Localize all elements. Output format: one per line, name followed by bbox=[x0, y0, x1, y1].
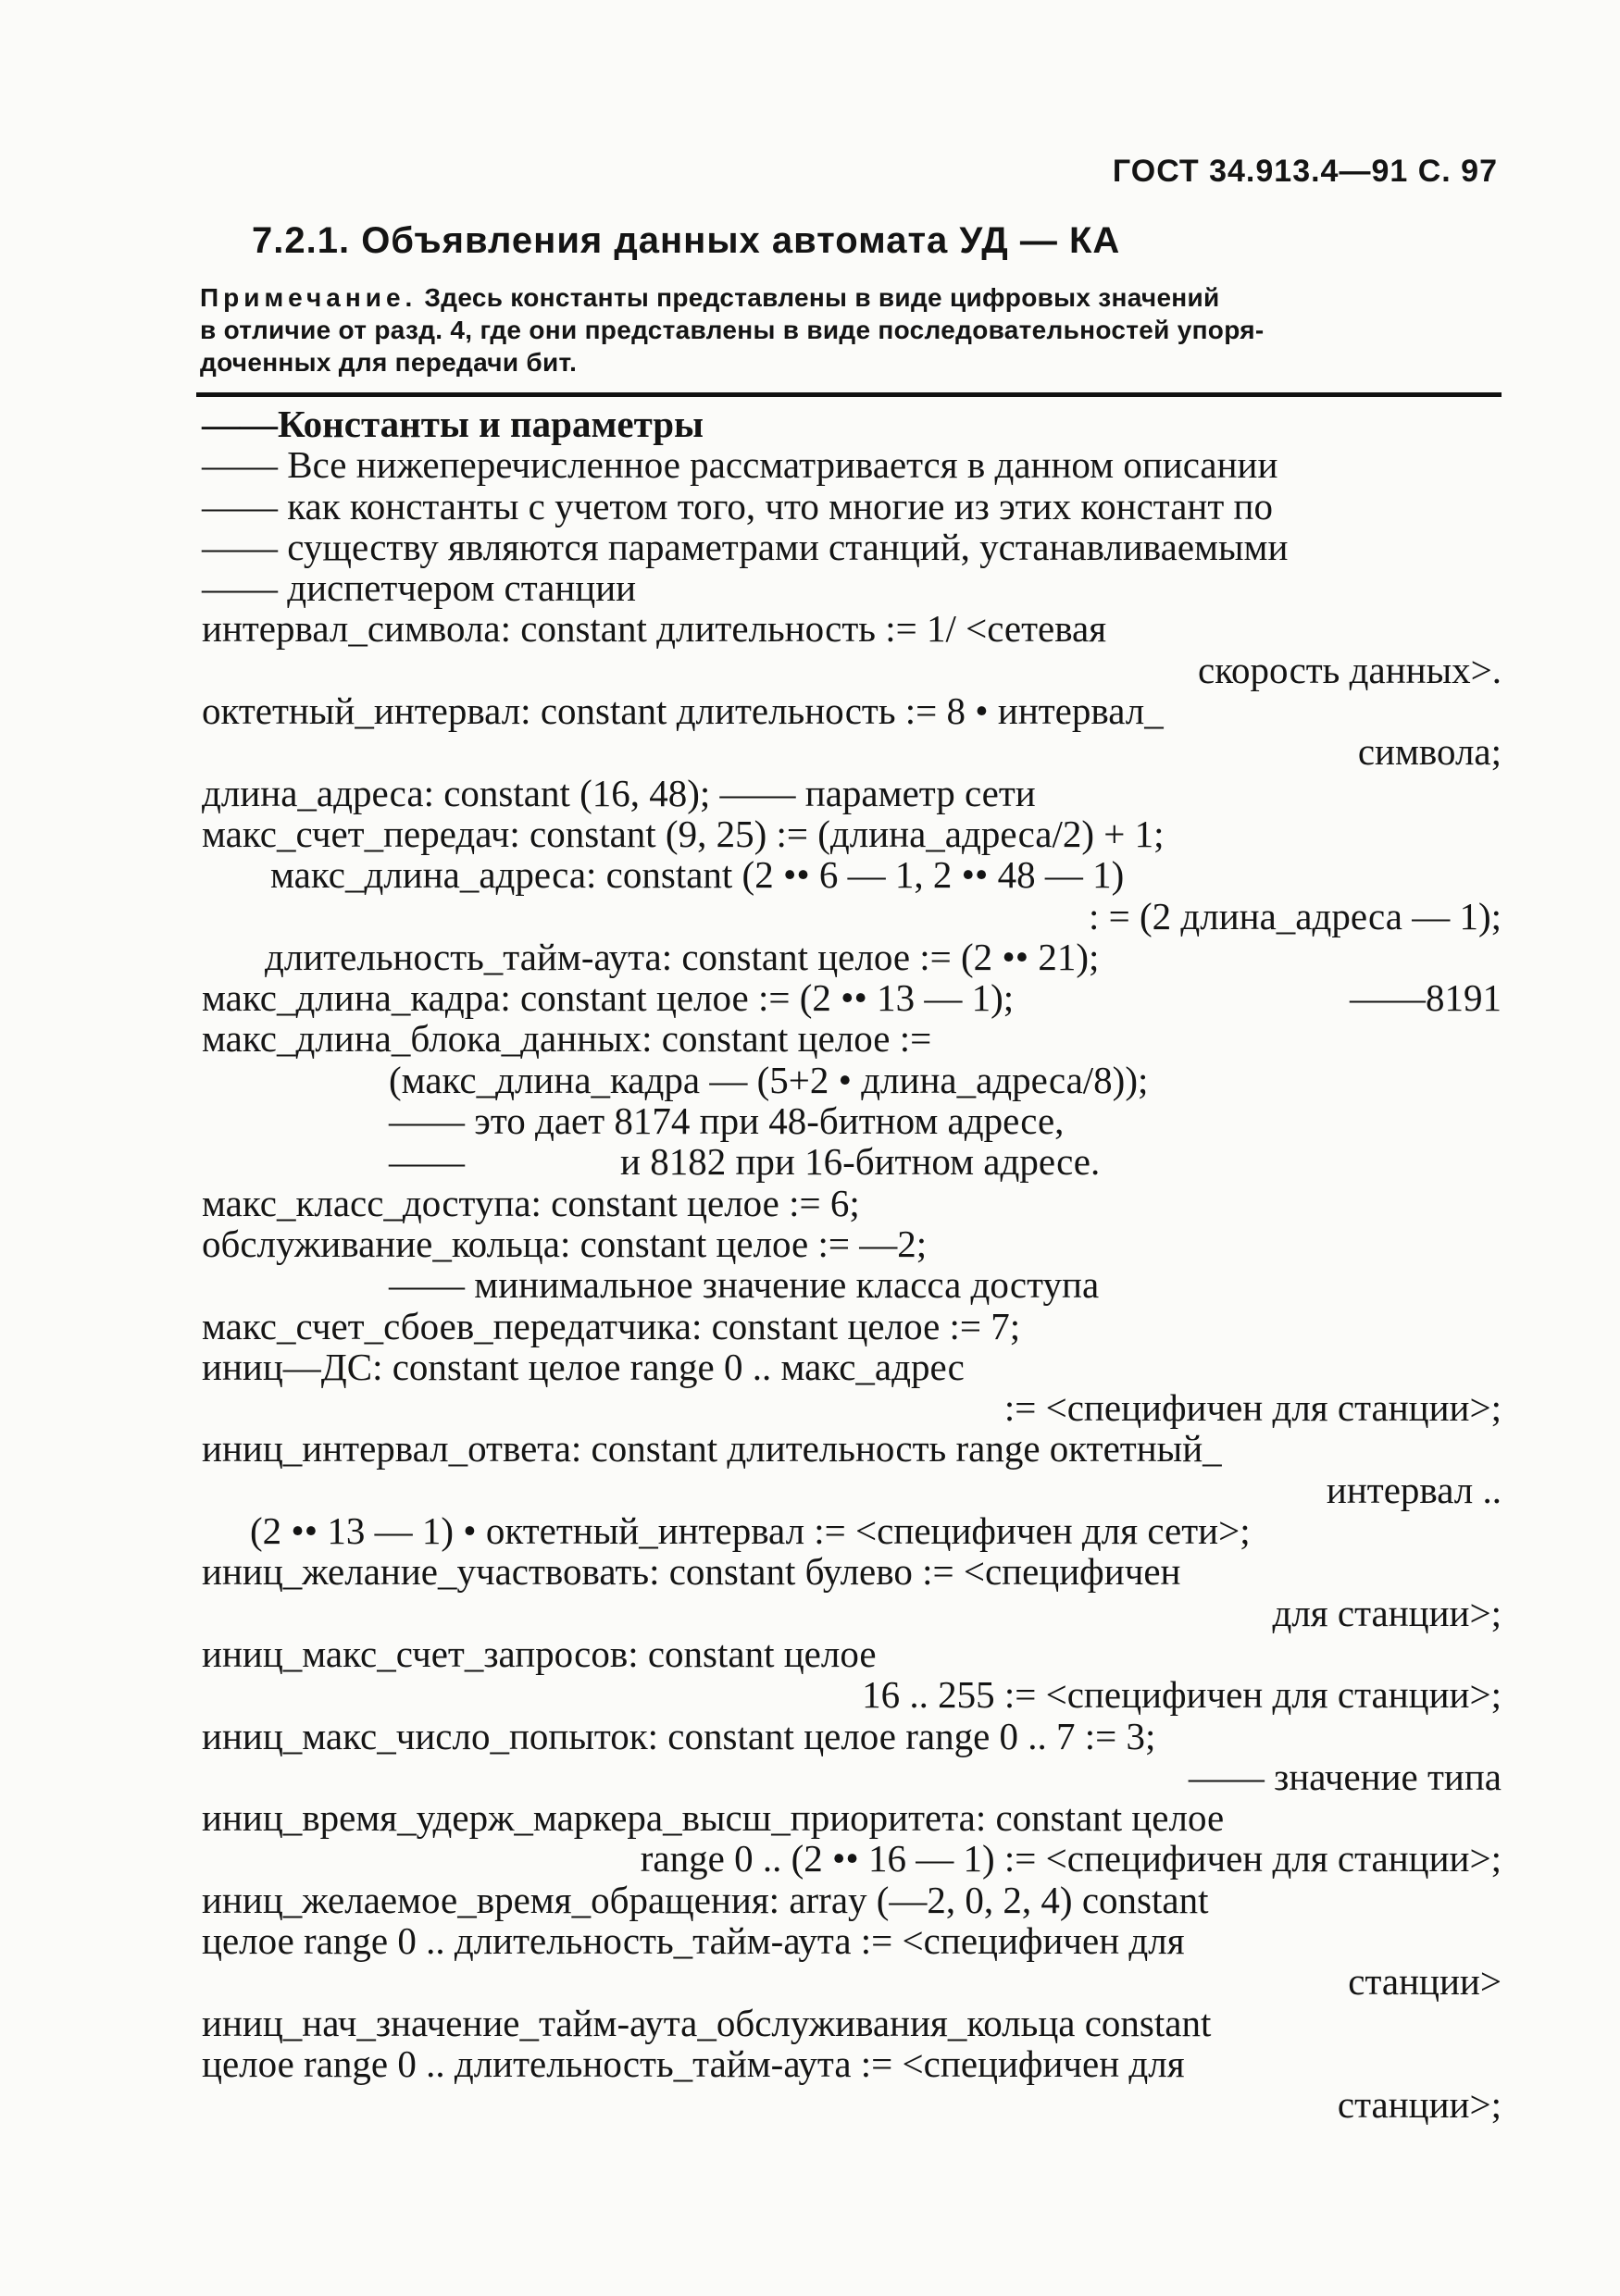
code-comment: и 8182 при 16-битном адресе. bbox=[620, 1140, 1101, 1184]
code-line: скорость данных>. bbox=[1198, 648, 1502, 691]
code-line: макс_счет_передач: constant (9, 25) := (длина_адреса/2) + 1; bbox=[202, 812, 1165, 855]
code-comment: ——8191 bbox=[1350, 976, 1502, 1020]
code-line: макс_длина_кадра: constant целое := (2 •• 13 — 1); bbox=[202, 976, 1015, 1020]
note-label: Примечание. bbox=[200, 283, 417, 312]
code-line: символа; bbox=[1357, 730, 1502, 774]
code-line: := <специфичен для станции>; bbox=[1003, 1386, 1502, 1430]
code-comment: ——Константы и параметры bbox=[202, 403, 704, 445]
code-comment: —— минимальное значение класса доступа bbox=[389, 1263, 1100, 1307]
code-line: иниц_желание_участвовать: constant булево := <специфичен bbox=[202, 1550, 1181, 1594]
code-line: целое range 0 .. длительность_тайм-аута := <специфичен для bbox=[202, 1918, 1185, 1962]
section-title: 7.2.1. Объявления данных автомата УД — КА bbox=[252, 220, 1121, 261]
code-line: обслуживание_кольца: constant целое := —2; bbox=[202, 1222, 928, 1265]
code-line: макс_класс_доступа: constant целое := 6; bbox=[202, 1181, 860, 1224]
page-header: ГОСТ 34.913.4—91 С. 97 bbox=[1112, 154, 1498, 189]
code-line: интервал .. bbox=[1326, 1468, 1502, 1511]
code-comment: —— значение типа bbox=[1188, 1755, 1502, 1798]
code-line: октетный_интервал: constant длительность := 8 • интервал_ bbox=[202, 689, 1164, 733]
horizontal-rule bbox=[196, 392, 1502, 397]
code-line: макс_счет_сбоев_передатчика: constant целое := 7; bbox=[202, 1304, 1021, 1347]
code-comment: —— это дает 8174 при 48-битном адресе, bbox=[389, 1099, 1065, 1143]
code-line: range 0 .. (2 •• 16 — 1) := <специфичен для станции>; bbox=[640, 1837, 1502, 1880]
code-line: (макс_длина_кадра — (5+2 • длина_адреса/8)); bbox=[389, 1058, 1149, 1101]
code-line: иниц_макс_счет_запросов: constant целое bbox=[202, 1632, 877, 1675]
code-line: интервал_символа: constant длительность := 1/ <сетевая bbox=[202, 607, 1107, 651]
code-comment: —— как константы с учетом того, что многие из этих констант по bbox=[202, 484, 1273, 527]
code-line: длительность_тайм-аута: constant целое := (2 •• 21); bbox=[265, 935, 1100, 978]
note-block bbox=[200, 281, 1496, 379]
code-line: макс_длина_адреса: constant (2 •• 6 — 1, 2 •• 48 — 1) bbox=[270, 853, 1125, 897]
code-line: иниц_интервал_ответа: constant длительность range октетный_ bbox=[202, 1427, 1222, 1471]
code-line: иниц_время_удерж_маркера_высш_приоритета: constant целое bbox=[202, 1796, 1225, 1840]
code-line: 16 .. 255 := <специфичен для станции>; bbox=[862, 1673, 1502, 1717]
note-line-3: доченных для передачи бит. bbox=[200, 348, 578, 377]
code-line: станции> bbox=[1348, 1960, 1502, 2004]
code-line: : = (2 длина_адреса — 1); bbox=[1088, 894, 1502, 937]
code-line: иниц_нач_значение_тайм-аута_обслуживания_кольца constant bbox=[202, 2001, 1212, 2044]
code-line: (2 •• 13 — 1) • октетный_интервал := <специфичен для сети>; bbox=[250, 1509, 1251, 1553]
note-text: Здесь константы представлены в виде цифровых значений bbox=[417, 283, 1220, 312]
code-line: иниц_желаемое_время_обращения: array (—2, 0, 2, 4) constant bbox=[202, 1878, 1209, 1921]
code-line: целое range 0 .. длительность_тайм-аута := <специфичен для bbox=[202, 2042, 1185, 2085]
note-line-2: в отличие от разд. 4, где они представлены в виде последовательностей упоря- bbox=[200, 316, 1265, 344]
code-line: длина_адреса: constant (16, 48); —— параметр сети bbox=[202, 771, 1036, 814]
code-comment: —— Все нижеперечисленное рассматривается в данном описании bbox=[202, 443, 1278, 487]
code-line: иниц—ДС: constant целое range 0 .. макс_адрес bbox=[202, 1345, 965, 1388]
code-comment: —— bbox=[389, 1140, 465, 1184]
code-comment: —— существу являются параметрами станций, устанавливаемыми bbox=[202, 525, 1289, 568]
code-listing bbox=[0, 403, 1620, 2125]
code-line: макс_длина_блока_данных: constant целое := bbox=[202, 1017, 932, 1061]
note-line-1 bbox=[200, 281, 1496, 314]
code-line: для станции>; bbox=[1272, 1591, 1502, 1634]
code-line: иниц_макс_число_попыток: constant целое range 0 .. 7 := 3; bbox=[202, 1714, 1156, 1757]
code-comment: —— диспетчером станции bbox=[202, 566, 637, 610]
code-line: станции>; bbox=[1337, 2083, 1502, 2127]
